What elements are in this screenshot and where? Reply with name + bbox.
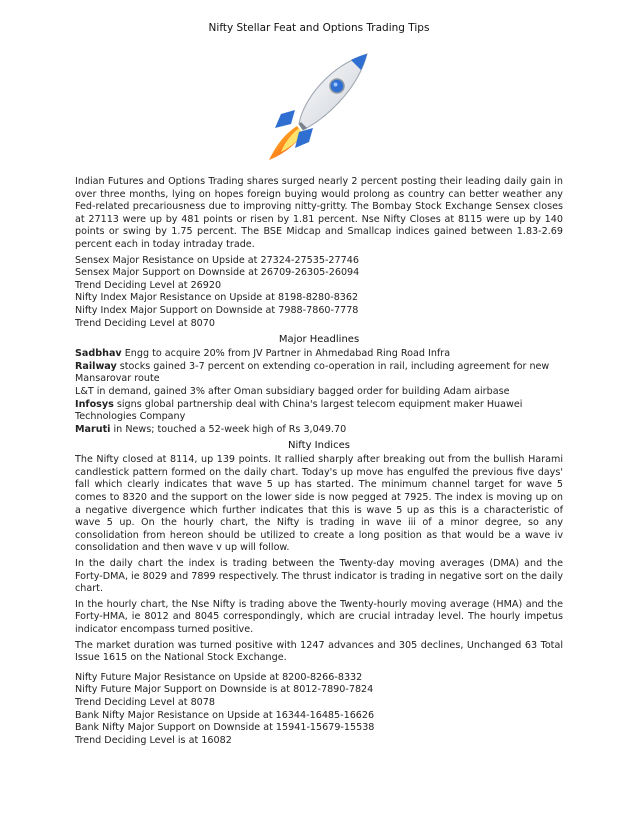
headline-lead: Railway: [75, 360, 117, 372]
level-line: Trend Deciding Level is at 16082: [75, 734, 232, 746]
level-line: Nifty Index Major Support on Downside at 7988-7860-7778: [75, 304, 359, 316]
analysis-paragraph: The market duration was turned positive with 1247 advances and 305 declines, Unchanged 63 Total Issue 1615 on the National Stock Exchange.: [75, 639, 563, 664]
level-line: Nifty Future Major Resistance on Upside at 8200-8266-8332: [75, 671, 363, 683]
level-line: Nifty Index Major Resistance on Upside at 8198-8280-8362: [75, 292, 359, 304]
headlines-heading: Major Headlines: [278, 334, 360, 346]
level-line: Trend Deciding Level at 8078: [75, 696, 215, 708]
intro-paragraph: Indian Futures and Options Trading shares surged nearly 2 percent posting their leading daily gain in over three months, lying on hopes foreign buying would prolong as country can better weather any Fed-related precariousness due to improving nitty-gritty. The Bombay Stock Exchange Sensex closes at 27113 were up by 481 points or risen by 1.81 percent. Nse Nifty Closes at 8115 were up by 140 points or swing by 1.75 percent. The BSE Midcap and Smallcap indices gained between 1.83-2.69 percent each in today intraday trade.: [75, 176, 563, 250]
level-line: Bank Nifty Major Resistance on Upside at 16344-16485-16626: [75, 709, 375, 721]
page-title: Nifty Stellar Feat and Options Trading Tips: [208, 22, 430, 34]
level-line: Sensex Major Resistance on Upside at 27324-27535-27746: [75, 254, 359, 266]
headline-lead: Infosys: [75, 398, 114, 410]
headlines-list: [75, 348, 563, 436]
analysis-paragraph: In the hourly chart, the Nse Nifty is trading above the Twenty-hourly moving average (HMA) and the Forty-HMA, ie 8012 and 8045 correspondingly, which are crucial intraday level. The hourly impetus indicator encompass turned positive.: [75, 598, 563, 635]
headline-item: [75, 348, 563, 361]
analysis-paragraph: The Nifty closed at 8114, up 139 points. It rallied sharply after breaking out from the bullish Harami candlestick pattern formed on the daily chart. Today's up move has engulfed the previous five days' fall which clearly indicates that wave 5 up has started. The minimum channel target for wave 5 comes to 8320 and the support on the lower side is now pegged at 7925. The index is moving up on a negative divergence which further indicates that this is wave 5 up as this is a characteristic of wave 5 up. On the hourly chart, the Nifty is trading in wave iii of a minor degree, so any consolidation from hereon should be utilized to create a long position as that would be a wave iv consolidation and then wave v up will follow.: [75, 454, 563, 554]
headline-text: Engg to acquire 20% from JV Partner in Ahmedabad Ring Road Infra: [121, 348, 451, 360]
future-levels-list: [75, 672, 563, 748]
level-line: Sensex Major Support on Downside at 26709-26305-26094: [75, 267, 360, 279]
index-levels-list: [75, 255, 563, 331]
headline-text: L&T in demand, gained 3% after Oman subsidiary bagged order for building Adam airbase: [75, 385, 510, 397]
nifty-analysis: [75, 454, 563, 665]
rocket-image: [259, 44, 379, 164]
level-line: Nifty Future Major Support on Downside is at 8012-7890-7824: [75, 684, 374, 696]
headline-lead: Maruti: [75, 423, 111, 435]
nifty-indices-heading: Nifty Indices: [288, 440, 350, 452]
document-page: [75, 22, 563, 747]
level-line: Bank Nifty Major Support on Downside at 15941-15679-15538: [75, 722, 375, 734]
headline-item: [75, 424, 563, 437]
headline-item: [75, 361, 563, 386]
level-line: Trend Deciding Level at 8070: [75, 317, 215, 329]
headline-text: stocks gained 3-7 percent on extending co-operation in rail, including agreement for new Mansarovar route: [75, 360, 550, 385]
headline-item: [75, 386, 563, 399]
headline-text: signs global partnership deal with China's largest telecom equipment maker Huawei Technologies Company: [75, 398, 523, 423]
headline-lead: Sadbhav: [75, 348, 122, 360]
level-line: Trend Deciding Level at 26920: [75, 279, 222, 291]
analysis-paragraph: In the daily chart the index is trading between the Twenty-day moving averages (DMA) and the Forty-DMA, ie 8029 and 7899 respectively. The thrust indicator is trading in negative sort on the daily chart.: [75, 558, 563, 595]
headline-text: in News; touched a 52-week high of Rs 3,049.70: [110, 423, 347, 435]
headline-item: [75, 399, 563, 424]
